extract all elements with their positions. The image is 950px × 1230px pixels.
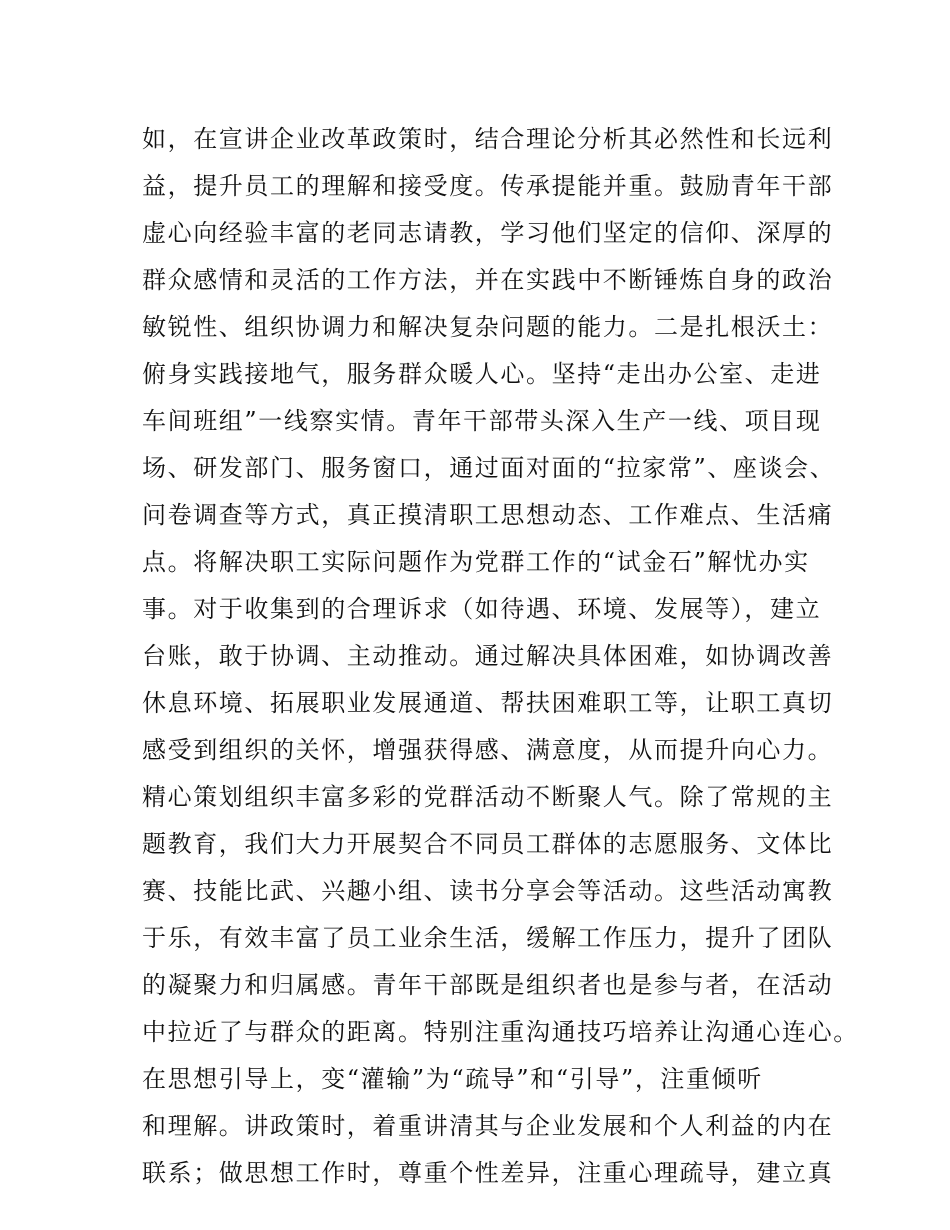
text-line: 中拉近了与群众的距离。特别注重沟通技巧培养让沟通心连心。 xyxy=(142,1018,859,1046)
text-line: 休息环境、拓展职业发展通道、帮扶困难职工等，让职工真切 xyxy=(142,689,834,717)
text-line: 俯身实践接地气，服务群众暖人心。坚持“走出办公室、走进 xyxy=(142,360,822,388)
text-line: 赛、技能比武、兴趣小组、读书分享会等活动。这些活动寓教 xyxy=(142,877,834,905)
text-line: 精心策划组织丰富多彩的党群活动不断聚人气。除了常规的主 xyxy=(142,783,834,811)
text-line: 问卷调查等方式，真正摸清职工思想动态、工作难点、生活痛 xyxy=(142,501,834,529)
text-line: 如，在宣讲企业改革政策时，结合理论分析其必然性和长远利 xyxy=(142,125,834,153)
body-text xyxy=(142,116,859,1197)
text-line: 敏锐性、组织协调力和解决复杂问题的能力。二是扎根沃土： xyxy=(142,313,834,341)
text-line: 车间班组”一线察实情。青年干部带头深入生产一线、项目现 xyxy=(142,407,822,435)
text-line: 点。将解决职工实际问题作为党群工作的“试金石”解忧办实 xyxy=(142,548,810,576)
text-line: 和理解。讲政策时，着重讲清其与企业发展和个人利益的内在 xyxy=(142,1112,834,1140)
text-line: 联系；做思想工作时，尊重个性差异，注重心理疏导，建立真 xyxy=(142,1159,834,1187)
text-line: 于乐，有效丰富了员工业余生活，缓解工作压力，提升了团队 xyxy=(142,924,834,952)
text-line: 事。对于收集到的合理诉求（如待遇、环境、发展等），建立 xyxy=(142,595,822,623)
text-line: 场、研发部门、服务窗口，通过面对面的“拉家常”、座谈会、 xyxy=(142,454,836,482)
text-line: 台账，敢于协调、主动推动。通过解决具体困难，如协调改善 xyxy=(142,642,834,670)
text-line: 益，提升员工的理解和接受度。传承提能并重。鼓励青年干部 xyxy=(142,172,834,200)
text-line: 群众感情和灵活的工作方法，并在实践中不断锤炼自身的政治 xyxy=(142,266,834,294)
text-line: 的凝聚力和归属感。青年干部既是组织者也是参与者，在活动 xyxy=(142,971,834,999)
text-line: 在思想引导上，变“灌输”为“疏导”和“引导”，注重倾听 xyxy=(142,1065,763,1093)
text-line: 感受到组织的关怀，增强获得感、满意度，从而提升向心力。 xyxy=(142,736,834,764)
text-line: 虚心向经验丰富的老同志请教，学习他们坚定的信仰、深厚的 xyxy=(142,219,834,247)
text-line: 题教育，我们大力开展契合不同员工群体的志愿服务、文体比 xyxy=(142,830,834,858)
